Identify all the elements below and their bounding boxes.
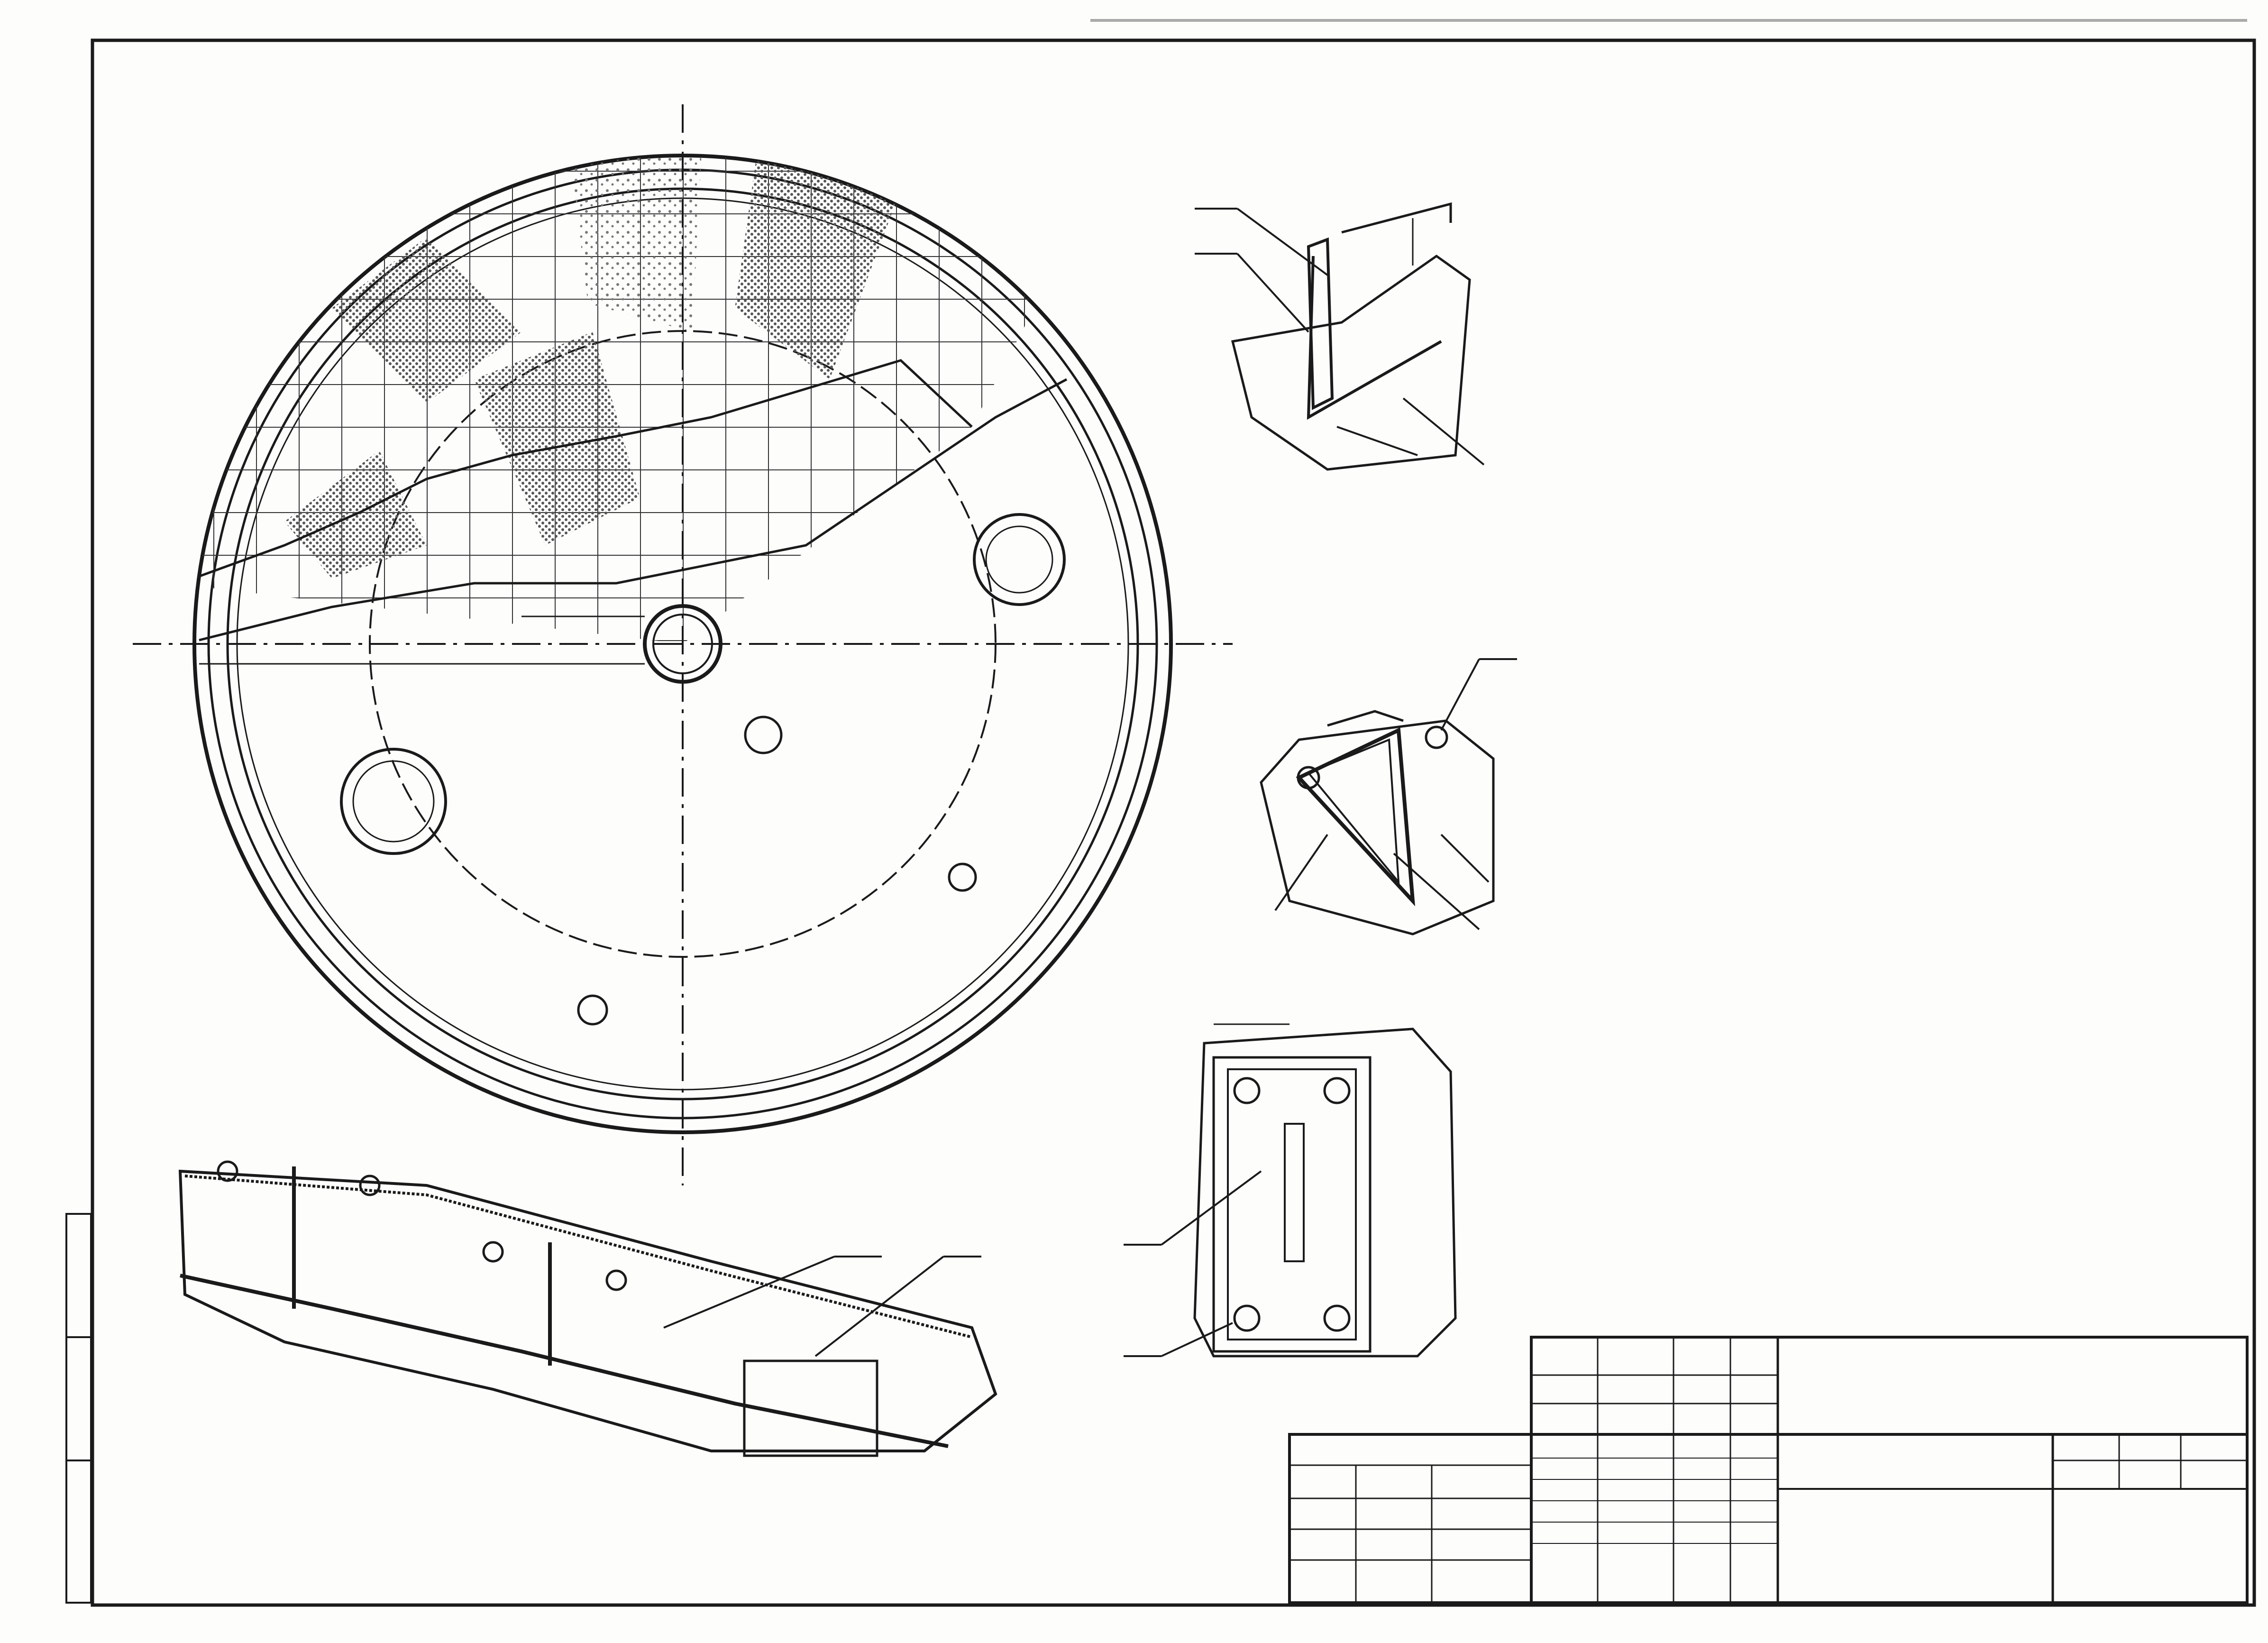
title-block — [1289, 1337, 2247, 1603]
roof-plan — [133, 104, 1233, 1185]
section-bb — [1261, 659, 1517, 934]
section-aa — [1195, 204, 1484, 469]
inv-stamp-box — [66, 1214, 91, 1603]
top-edge-trace — [1090, 19, 2247, 22]
section-vv — [180, 1162, 996, 1456]
section-ee — [1124, 1024, 1455, 1356]
